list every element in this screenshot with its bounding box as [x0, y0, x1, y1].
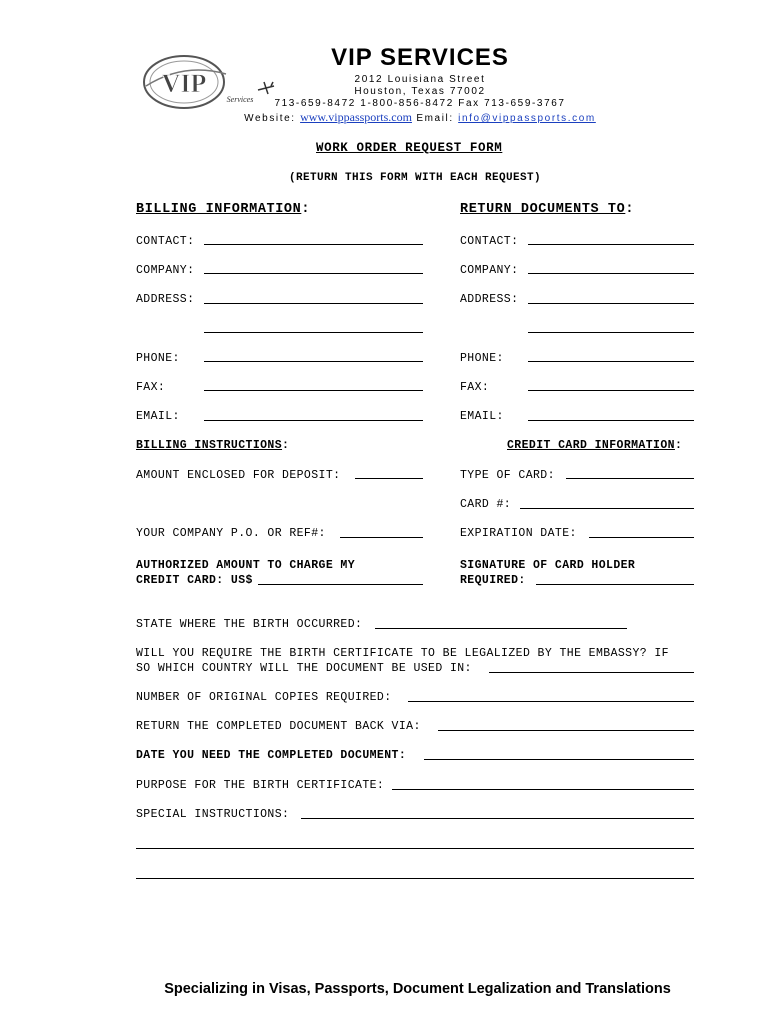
billing-contact-field[interactable] — [204, 244, 423, 245]
form-title: WORK ORDER REQUEST FORM — [316, 141, 503, 155]
state-birth-field[interactable] — [375, 628, 627, 629]
billing-fax-field[interactable] — [204, 390, 423, 391]
address-line-1: 2012 Louisiana Street — [354, 74, 486, 85]
billing-phone-field[interactable] — [204, 361, 423, 362]
email-label: Email: — [416, 113, 454, 124]
address-line-2: Houston, Texas 77002 — [354, 86, 486, 97]
return-company-label: COMPANY: — [460, 264, 519, 277]
authorized-amount-label-2: CREDIT CARD: US$ — [136, 574, 253, 587]
special-instructions-label: SPECIAL INSTRUCTIONS: — [136, 808, 290, 821]
signature-field[interactable] — [536, 584, 694, 585]
company-name: VIP SERVICES — [331, 44, 509, 71]
expiration-date-label: EXPIRATION DATE: — [460, 527, 577, 540]
authorized-amount-field[interactable] — [258, 584, 423, 585]
website-label: Website: — [244, 113, 296, 124]
website-link[interactable]: www.vippassports.com — [300, 110, 412, 124]
billing-email-field[interactable] — [204, 420, 423, 421]
return-documents-heading: RETURN DOCUMENTS TO: — [460, 202, 635, 217]
website-line — [180, 110, 660, 125]
return-email-label: EMAIL: — [460, 410, 504, 423]
return-email-field[interactable] — [528, 420, 694, 421]
return-address-field[interactable] — [528, 303, 694, 304]
billing-address-field[interactable] — [204, 303, 423, 304]
return-fax-label: FAX: — [460, 381, 490, 394]
embassy-question-line-1: WILL YOU REQUIRE THE BIRTH CERTIFICATE TO BE LEGALIZED BY THE EMBASSY? IF — [136, 647, 669, 660]
billing-address-field-2[interactable] — [204, 332, 423, 333]
return-address-label: ADDRESS: — [460, 293, 519, 306]
billing-information-heading: BILLING INFORMATION: — [136, 202, 311, 217]
billing-company-field[interactable] — [204, 273, 423, 274]
return-phone-field[interactable] — [528, 361, 694, 362]
billing-fax-label: FAX: — [136, 381, 166, 394]
billing-company-label: COMPANY: — [136, 264, 195, 277]
amount-enclosed-field[interactable] — [355, 478, 423, 479]
return-phone-label: PHONE: — [460, 352, 504, 365]
original-copies-field[interactable] — [408, 701, 694, 702]
special-instructions-field-3[interactable] — [136, 878, 694, 879]
footer-tagline: Specializing in Visas, Passports, Document Legalization and Translations — [164, 981, 671, 997]
logo-vip-text: VIP — [161, 69, 207, 98]
phone-numbers: 713-659-8472 1-800-856-8472 Fax 713-659-3767 — [274, 98, 566, 109]
amount-enclosed-label: AMOUNT ENCLOSED FOR DEPOSIT: — [136, 469, 341, 482]
special-instructions-field-2[interactable] — [136, 848, 694, 849]
card-number-field[interactable] — [520, 508, 694, 509]
purpose-field[interactable] — [392, 789, 694, 790]
original-copies-label: NUMBER OF ORIGINAL COPIES REQUIRED: — [136, 691, 392, 704]
card-type-label: TYPE OF CARD: — [460, 469, 555, 482]
form-subtitle: (RETURN THIS FORM WITH EACH REQUEST) — [289, 172, 542, 184]
return-contact-field[interactable] — [528, 244, 694, 245]
embassy-question-line-2: SO WHICH COUNTRY WILL THE DOCUMENT BE USED IN: — [136, 662, 472, 675]
return-via-label: RETURN THE COMPLETED DOCUMENT BACK VIA: — [136, 720, 421, 733]
return-via-field[interactable] — [438, 730, 694, 731]
return-company-field[interactable] — [528, 273, 694, 274]
return-fax-field[interactable] — [528, 390, 694, 391]
card-number-label: CARD #: — [460, 498, 512, 511]
signature-label-2: REQUIRED: — [460, 574, 526, 587]
special-instructions-field[interactable] — [301, 818, 694, 819]
po-ref-field[interactable] — [340, 537, 423, 538]
logo-script-text: Services — [226, 95, 254, 104]
billing-address-label: ADDRESS: — [136, 293, 195, 306]
signature-label-1: SIGNATURE OF CARD HOLDER — [460, 559, 636, 572]
email-link[interactable]: info@vippassports.com — [458, 113, 596, 124]
authorized-amount-label-1: AUTHORIZED AMOUNT TO CHARGE MY — [136, 559, 356, 572]
billing-phone-label: PHONE: — [136, 352, 180, 365]
billing-instructions-heading: BILLING INSTRUCTIONS: — [136, 439, 290, 452]
return-contact-label: CONTACT: — [460, 235, 519, 248]
card-type-field[interactable] — [566, 478, 694, 479]
embassy-country-field[interactable] — [489, 672, 694, 673]
state-birth-label: STATE WHERE THE BIRTH OCCURRED: — [136, 618, 363, 631]
expiration-date-field[interactable] — [589, 537, 694, 538]
billing-email-label: EMAIL: — [136, 410, 180, 423]
billing-contact-label: CONTACT: — [136, 235, 195, 248]
purpose-label: PURPOSE FOR THE BIRTH CERTIFICATE: — [136, 779, 385, 792]
date-needed-field[interactable] — [424, 759, 694, 760]
date-needed-label: DATE YOU NEED THE COMPLETED DOCUMENT: — [136, 749, 407, 762]
credit-card-heading: CREDIT CARD INFORMATION: — [507, 439, 683, 452]
po-ref-label: YOUR COMPANY P.O. OR REF#: — [136, 527, 326, 540]
return-address-field-2[interactable] — [528, 332, 694, 333]
